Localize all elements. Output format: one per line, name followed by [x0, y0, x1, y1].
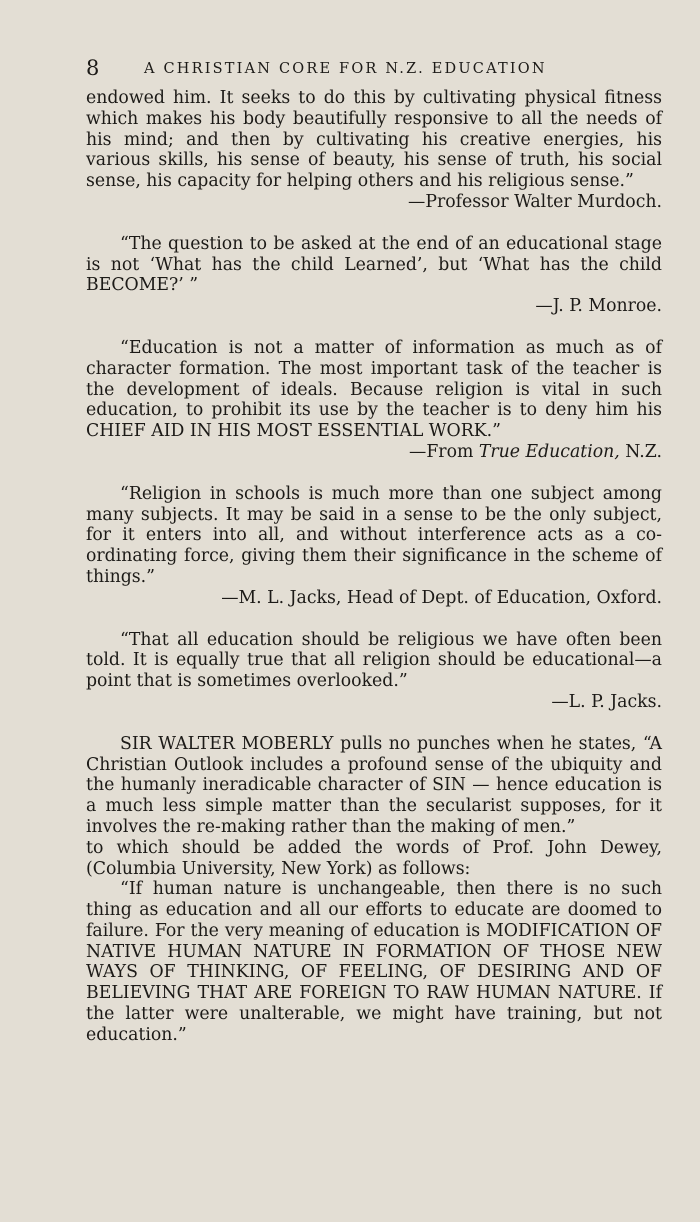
attribution-title: True Education, [478, 441, 620, 462]
quote-mljacks-text: “Religion in schools is much more than one subject among many subjects. It may be said in a sense to be the only subject, for it enters into all, and without interference acts as a co-ordinating force, giving them their significance in the scheme of things.” [86, 483, 662, 587]
quote-murdoch-attribution: —Professor Walter Murdoch. [408, 191, 662, 212]
dewey-quote: “If human nature is unchangeable, then there is no such thing as education and all our efforts to educate are doomed to failure. For the very meaning of education is MODIFICATION OF NATIVE HUMAN NATURE IN FORMATION OF THOSE NEW WAYS OF THINKING, OF FEELING, OF DESIRING AND OF BELIEVING THAT ARE FOREIGN TO RAW HUMAN NATURE. If the latter were unalterable, we might have training, but not education.” [86, 879, 662, 1045]
quote-mljacks-attribution: —M. L. Jacks, Head of Dept. of Education, Oxford. [221, 587, 662, 608]
quote-true-education-text: “Education is not a matter of information as much as of character formation. The most important task of the teacher is the development of ideals. Because religion is vital in such education, to prohibit its use by the teacher is to deny him his CHIEF AID IN HIS MOST ESSENTIAL WORK.” [86, 337, 662, 442]
moberly-paragraph: SIR WALTER MOBERLY pulls no punches when he states, “A Christian Outlook includes a profound sense of the ubiquity and the humanly ineradicable character of SIN — hence education is a much less simple matter than the secularist supposes, for it involves the re-making rather than the making of men.” [86, 733, 662, 837]
quote-monroe-text: “The question to be asked at the end of an educational stage is not ‘What has the child Learned’, but ‘What has the child BECOME?’ ” [86, 233, 662, 296]
page-body [86, 88, 662, 1046]
running-header [86, 55, 666, 81]
quote-lpjacks-attribution: —L. P. Jacks. [551, 691, 662, 712]
dewey-intro: to which should be added the words of Prof. John Dewey, (Columbia University, New York) as follows: [86, 837, 662, 879]
quote-monroe-attribution: —J. P. Monroe. [535, 296, 662, 317]
quote-lpjacks-text: “That all education should be religious we have often been told. It is equally true that all religion should be educational—a point that is sometimes overlooked.” [86, 629, 662, 692]
attribution-suffix: N.Z. [619, 441, 662, 462]
quote-murdoch-text: endowed him. It seeks to do this by cultivating physical fitness which makes his body beautifully responsive to all the needs of his mind; and then by cultivating his creative energies, his various skills, his sense of beauty, his sense of truth, his social sense, his capacity for helping others and his religious sense.” [86, 88, 662, 192]
quote-true-education-attribution [86, 442, 662, 463]
page-number: 8 [86, 56, 100, 80]
running-title: A CHRISTIAN CORE FOR N.Z. EDUCATION [144, 61, 547, 77]
attribution-prefix: —From [409, 441, 479, 462]
